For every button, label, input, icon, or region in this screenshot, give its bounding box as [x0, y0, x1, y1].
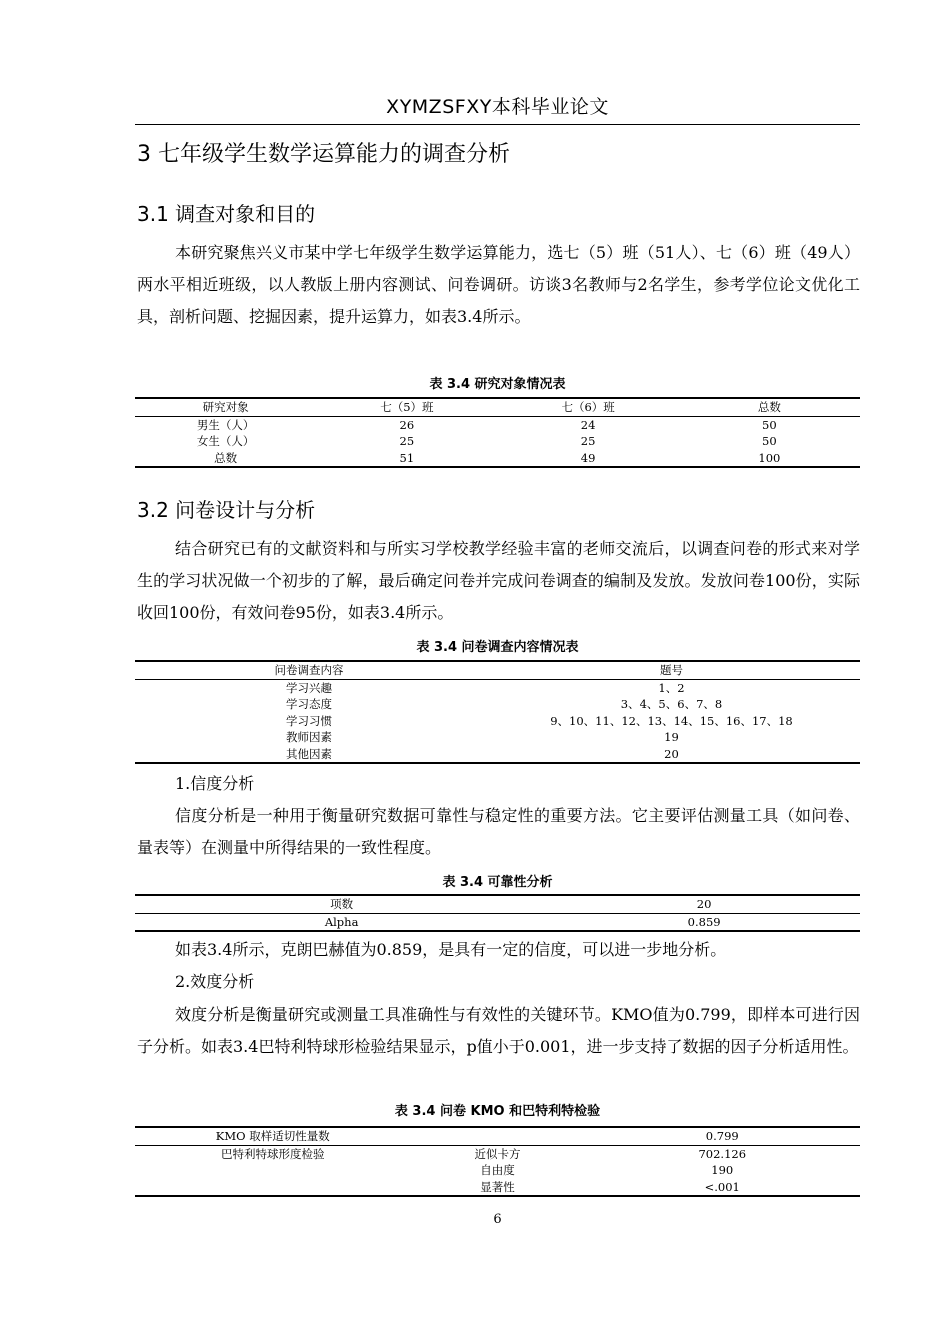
table-cell: 巴特利特球形度检验: [221, 1146, 325, 1161]
table-row: [135, 713, 860, 730]
table-cell: 19: [664, 730, 679, 744]
table-questionnaire-content: [135, 660, 860, 764]
validity-heading: 2.效度分析: [175, 972, 255, 991]
table-cell: 50: [762, 434, 777, 448]
table-cell: 190: [711, 1163, 734, 1177]
table-cell: KMO 取样适切性量数: [135, 1127, 411, 1145]
table-cell: [135, 1162, 411, 1179]
table-header-cell: 七（6）班: [498, 398, 679, 416]
table-row: [135, 1179, 860, 1197]
table-cell: 男生（人）: [196, 417, 255, 432]
table-header-cell: 七（5）班: [316, 398, 497, 416]
table-row: [135, 1145, 860, 1162]
table-cell: 学习态度: [286, 697, 332, 711]
table-cell: 总数: [135, 450, 316, 468]
section-title-3-1: 3.1 调查对象和目的: [137, 202, 316, 226]
reliability-conclusion: 如表3.4所示，克朗巴赫值为0.859，是具有一定的信度，可以进一步地分析。: [175, 940, 727, 959]
table-row: [135, 433, 860, 450]
table-cell: 自由度: [480, 1163, 515, 1177]
table-row: [135, 696, 860, 713]
section-3-1-paragraph: 本研究聚焦兴义市某中学七年级学生数学运算能力，选七（5）班（51人）、七（6）班（49人）两水平相近班级，以人教版上册内容测试、问卷调研。访谈3名教师与2名学生，参考学位论文优化工具，剖析问题、挖掘因素，提升运算力，如表3.4所示。: [137, 243, 860, 326]
table-cell: 其他因素: [135, 746, 483, 764]
table-cell: 24: [580, 417, 596, 432]
table-cell: Alpha: [135, 913, 548, 931]
table-cell: 50: [762, 417, 777, 432]
table-row: [135, 416, 860, 433]
running-header: XYMZSFXY本科毕业论文: [386, 96, 609, 118]
table-cell: 25: [399, 434, 415, 448]
table-cell: 0.859: [548, 913, 860, 931]
table-cell: 26: [399, 417, 415, 432]
table-cell: 51: [316, 450, 497, 468]
table-1-caption: 表 3.4 研究对象情况表: [429, 377, 566, 392]
table-4-caption: 表 3.4 问卷 KMO 和巴特利特检验: [394, 1104, 601, 1119]
table-cell: 项数: [135, 895, 548, 913]
table-cell: 702.126: [698, 1146, 747, 1161]
table-reliability: [135, 894, 860, 932]
table-cell: 女生（人）: [196, 434, 255, 448]
validity-paragraph: 效度分析是衡量研究或测量工具准确性与有效性的关键环节。KMO值为0.799，即样本可进行因子分析。如表3.4巴特利特球形检验结果显示，p值小于0.001，进一步支持了数据的因子分析适用性。: [137, 1005, 860, 1056]
table-kmo-bartlett: [135, 1126, 860, 1197]
table-cell: 教师因素: [286, 730, 332, 744]
table-cell: 49: [498, 450, 679, 468]
table-cell: 显著性: [411, 1179, 585, 1197]
table-row: [135, 450, 860, 468]
table-row: [135, 746, 860, 764]
reliability-paragraph: 信度分析是一种用于衡量研究数据可靠性与稳定性的重要方法。它主要评估测量工具（如问卷、量表等）在测量中所得结果的一致性程度。: [137, 806, 860, 857]
page-number: 6: [493, 1212, 502, 1227]
table-cell: 1、2: [658, 680, 685, 695]
table-cell: 25: [580, 434, 596, 448]
table-2-caption: 表 3.4 问卷调查内容情况表: [416, 640, 579, 655]
table-row: [135, 1127, 860, 1145]
table-header-row: [135, 661, 860, 679]
header-rule: [135, 124, 860, 125]
table-cell: 9、10、11、12、13、14、15、16、17、18: [550, 713, 793, 728]
table-header-cell: 研究对象: [135, 398, 316, 416]
table-cell: 0.799: [585, 1127, 861, 1145]
table-cell: 20: [483, 746, 860, 764]
section-3-2-paragraph: 结合研究已有的文献资料和与所实习学校教学经验丰富的老师交流后，以调查问卷的形式来对学生的学习状况做一个初步的了解，最后确定问卷并完成问卷调查的编制及发放。发放问卷100份，实际收回100份，有效问卷95份，如表3.4所示。: [137, 539, 860, 622]
table-cell: [135, 1179, 411, 1197]
chapter-title: 3 七年级学生数学运算能力的调查分析: [137, 142, 510, 167]
table-header-row: [135, 398, 860, 416]
table-cell: 20: [548, 895, 860, 913]
table-cell: [411, 1127, 585, 1145]
table-cell: 3、4、5、6、7、8: [620, 697, 723, 711]
reliability-heading: 1.信度分析: [175, 774, 255, 793]
table-header-cell: 问卷调查内容: [135, 661, 483, 679]
table-row: [135, 895, 860, 913]
table-row: [135, 679, 860, 696]
section-title-3-2: 3.2 问卷设计与分析: [137, 498, 316, 522]
table-3-caption: 表 3.4 可靠性分析: [442, 875, 553, 890]
table-row: [135, 1162, 860, 1179]
table-header-cell: 题号: [483, 661, 860, 679]
table-row: [135, 729, 860, 746]
table-research-subjects: [135, 397, 860, 468]
table-cell: 近似卡方: [474, 1146, 521, 1161]
table-cell: 学习习惯: [286, 713, 332, 728]
table-cell: 学习兴趣: [286, 680, 332, 695]
table-header-cell: 总数: [679, 398, 860, 416]
table-row: [135, 913, 860, 931]
table-cell: <.001: [585, 1179, 861, 1197]
table-cell: 100: [679, 450, 860, 468]
